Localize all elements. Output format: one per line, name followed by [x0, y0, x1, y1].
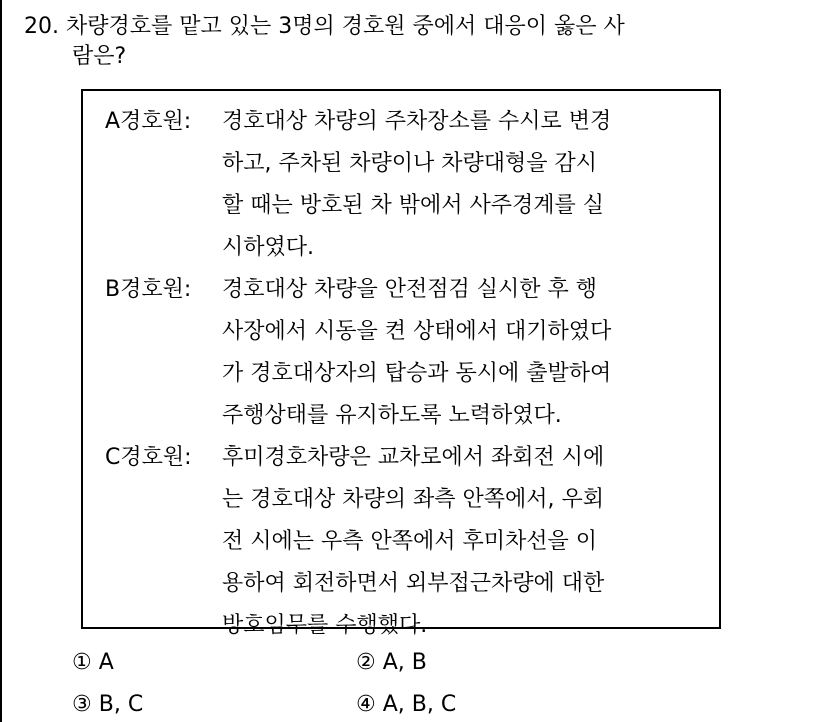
option-3-marker: ③	[72, 692, 92, 717]
guard-c-line: 전 시에는 우측 안쪽에서 후미차선을 이	[222, 529, 597, 554]
question-text-1: 차량경호를 맡고 있는 3명의 경호원 중에서 대응이 옳은 사	[66, 14, 625, 39]
option-4-marker: ④	[356, 692, 376, 717]
guard-c-label: C경호원:	[105, 445, 192, 470]
question-line-1	[24, 12, 625, 42]
guard-c-line: 용하여 회전하면서 외부접근차량에 대한	[222, 571, 605, 596]
guard-a-line: 시하였다.	[222, 235, 315, 260]
guard-b-label: B경호원:	[105, 277, 192, 302]
guard-c-line: 후미경호차량은 교차로에서 좌회전 시에	[222, 445, 605, 470]
guard-c-line: 방호임무를 수행했다.	[222, 613, 428, 638]
guard-a-line: 하고, 주차된 차량이나 차량대형을 감시	[222, 151, 597, 176]
scenario-box	[81, 89, 721, 638]
option-1-marker: ①	[72, 650, 92, 675]
guard-b-line: 사장에서 시동을 켠 상태에서 대기하였다	[222, 319, 612, 344]
guard-b-line: 가 경호대상자의 탑승과 동시에 출발하여	[222, 361, 612, 386]
option-3[interactable]	[72, 690, 143, 720]
question-stem	[24, 12, 625, 72]
guard-a-line: 경호대상 차량의 주차장소를 수시로 변경	[222, 109, 612, 134]
guard-a-line: 할 때는 방호된 차 밖에서 사주경계를 실	[222, 193, 604, 218]
guard-b-line: 경호대상 차량을 안전점검 실시한 후 행	[222, 277, 597, 302]
option-4[interactable]	[356, 690, 456, 720]
option-2-marker: ②	[356, 650, 376, 675]
option-3-text: B, C	[98, 692, 144, 717]
option-2-text: A, B	[382, 650, 427, 675]
guard-a-label: A경호원:	[105, 109, 192, 134]
option-1-text: A	[98, 650, 114, 675]
question-number: 20.	[24, 14, 59, 39]
option-1[interactable]	[72, 648, 114, 678]
guard-c-line: 는 경호대상 차량의 좌측 안쪽에서, 우회	[222, 487, 604, 512]
option-4-text: A, B, C	[382, 692, 457, 717]
option-2[interactable]	[356, 648, 427, 678]
guard-b-line: 주행상태를 유지하도록 노력하였다.	[222, 403, 562, 428]
question-text-2: 람은?	[72, 44, 127, 69]
